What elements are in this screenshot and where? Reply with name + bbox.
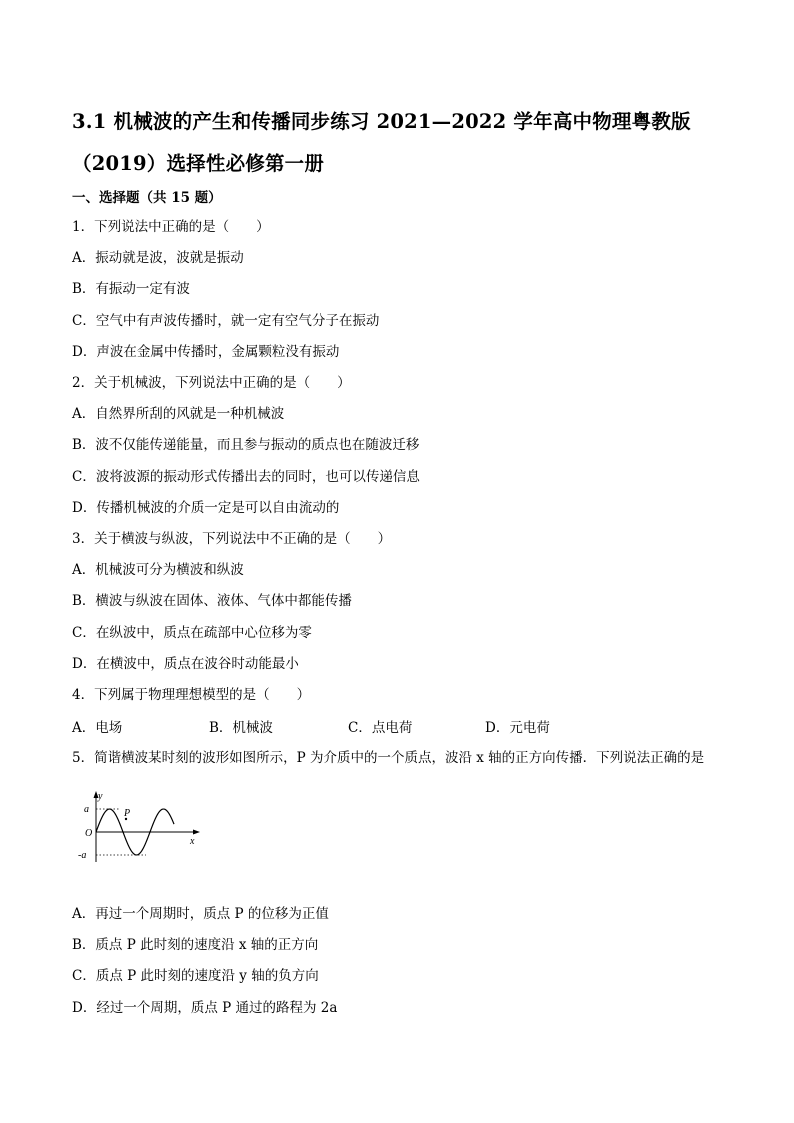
x-axis-label: x: [190, 836, 195, 847]
q4-option-c: C．点电荷: [348, 720, 413, 736]
q5-stem: 5．简谐横波某时刻的波形如图所示，P 为介质中的一个质点，波沿 x 轴的正方向传播．下列说法正确的是: [72, 750, 705, 766]
q5-option-b: B．质点 P 此时刻的速度沿 x 轴的正方向: [72, 937, 319, 953]
q1-option-b: B．有振动一定有波: [72, 281, 190, 297]
q2-option-b: B．波不仅能传递能量，而且参与振动的质点也在随波迁移: [72, 437, 420, 453]
q3-option-b: B．横波与纵波在固体、液体、气体中都能传播: [72, 593, 352, 609]
q4-option-b: B．机械波: [209, 720, 273, 736]
q3-stem: 3．关于横波与纵波，下列说法中不正确的是（ ）: [72, 531, 392, 547]
q4-options-row: [72, 716, 692, 734]
negative-amplitude-label: -a: [78, 850, 87, 861]
q5-option-d: D．经过一个周期，质点 P 通过的路程为 2a: [72, 1000, 338, 1016]
q1-option-a: A．振动就是波，波就是振动: [72, 250, 244, 266]
section-heading: 一、选择题（共 15 题）: [72, 190, 222, 206]
document-title-line1: 3.1 机械波的产生和传播同步练习 2021—2022 学年高中物理粤教版: [72, 110, 691, 133]
amplitude-label: a: [84, 804, 89, 815]
q1-option-c: C．空气中有声波传播时，就一定有空气分子在振动: [72, 313, 380, 329]
q5-option-c: C．质点 P 此时刻的速度沿 y 轴的负方向: [72, 968, 319, 984]
q2-option-d: D．传播机械波的介质一定是可以自由流动的: [72, 500, 340, 516]
q4-option-a: A．电场: [72, 720, 123, 736]
q2-option-c: C．波将波源的振动形式传播出去的同时，也可以传递信息: [72, 469, 420, 485]
q3-option-c: C．在纵波中，质点在疏部中心位移为零: [72, 625, 312, 641]
q5-option-a: A．再过一个周期时，质点 P 的位移为正值: [72, 906, 329, 922]
wave-figure: [74, 788, 206, 868]
document-title-line2: （2019）选择性必修第一册: [72, 152, 325, 175]
q4-option-d: D．元电荷: [485, 720, 550, 736]
q3-option-a: A．机械波可分为横波和纵波: [72, 562, 244, 578]
point-p-label: P: [124, 808, 131, 819]
q1-option-d: D．声波在金属中传播时，金属颗粒没有振动: [72, 344, 340, 360]
y-axis-label: y: [98, 791, 103, 802]
origin-label: O: [85, 828, 93, 839]
q1-stem: 1．下列说法中正确的是（ ）: [72, 219, 270, 235]
q4-stem: 4．下列属于物理理想模型的是（ ）: [72, 687, 311, 703]
q3-option-d: D．在横波中，质点在波谷时动能最小: [72, 656, 299, 672]
q2-stem: 2．关于机械波，下列说法中正确的是（ ）: [72, 375, 351, 391]
x-axis-arrow: [193, 830, 200, 835]
q2-option-a: A．自然界所刮的风就是一种机械波: [72, 406, 285, 422]
